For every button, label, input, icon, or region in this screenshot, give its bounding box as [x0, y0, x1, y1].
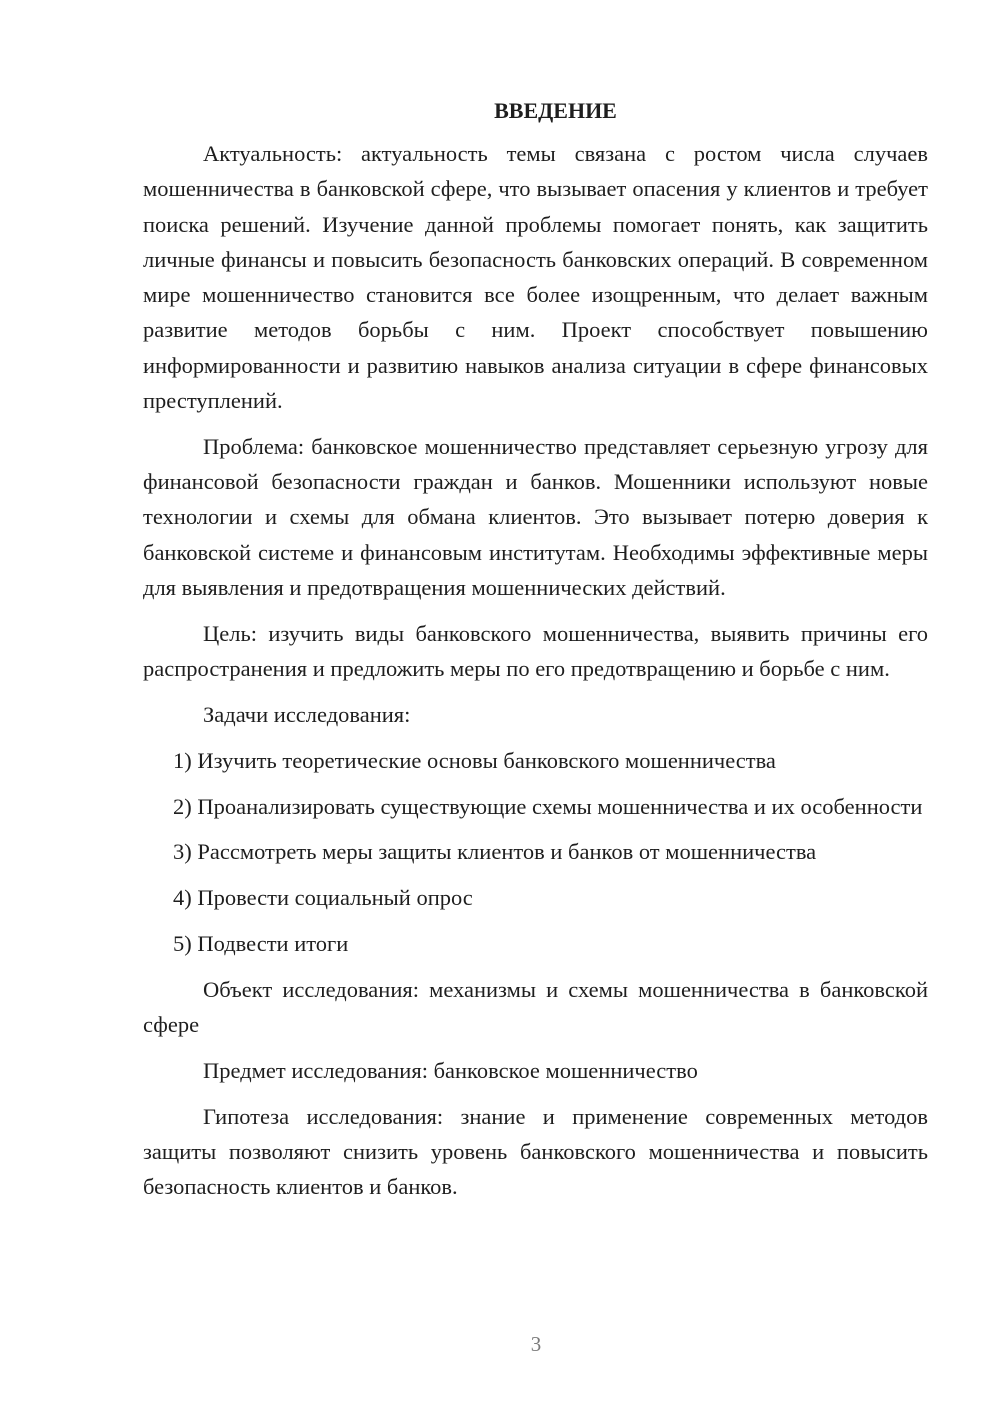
paragraph-hypothesis: Гипотеза исследования: знание и применение современных методов защиты позволяют снизить уровень банковского мошенничества и повысить безопасность клиентов и банков. — [143, 1103, 928, 1200]
page-number: 3 — [530, 1332, 542, 1356]
task-item-2: 2) Проанализировать существующие схемы мошенничества и их особенности — [173, 793, 923, 819]
task-item-5: 5) Подвести итоги — [173, 930, 349, 956]
paragraph-tasks-heading: Задачи исследования: — [203, 701, 411, 727]
paragraph-subject: Предмет исследования: банковское мошенничество — [203, 1057, 698, 1083]
task-item-3: 3) Рассмотреть меры защиты клиентов и банков от мошенничества — [173, 839, 817, 865]
paragraph-object: Объект исследования: механизмы и схемы мошенничества в банковской сфере — [143, 976, 928, 1038]
document-page — [143, 96, 928, 1215]
task-item-1: 1) Изучить теоретические основы банковского мошенничества — [173, 747, 776, 773]
task-item-4: 4) Провести социальный опрос — [173, 885, 473, 911]
paragraph-problem: Проблема: банковское мошенничество представляет серьезную угрозу для финансовой безопасности граждан и банков. Мошенники используют новые технологии и схемы для обмана клиентов. Это вызывает потерю доверия к банковской системе и финансовым институтам. Необходимы эффективные меры для выявления и предотвращения мошеннических действий. — [143, 433, 928, 601]
paragraph-relevance: Актуальность: актуальность темы связана с ростом числа случаев мошенничества в банковской сфере, что вызывает опасения у клиентов и требует поиска решений. Изучение данной проблемы помогает понять, как защитить личные финансы и повысить безопасность банковских операций. В современном мире мошенничество становится все более изощренным, что делает важным развитие методов борьбы с ним. Проект способствует повышению информированности и развитию навыков анализа ситуации в сфере финансовых преступлений. — [143, 141, 928, 414]
section-title: ВВЕДЕНИЕ — [494, 98, 617, 123]
paragraph-goal: Цель: изучить виды банковского мошенничества, выявить причины его распространения и предложить меры по его предотвращению и борьбе с ним. — [143, 620, 928, 682]
